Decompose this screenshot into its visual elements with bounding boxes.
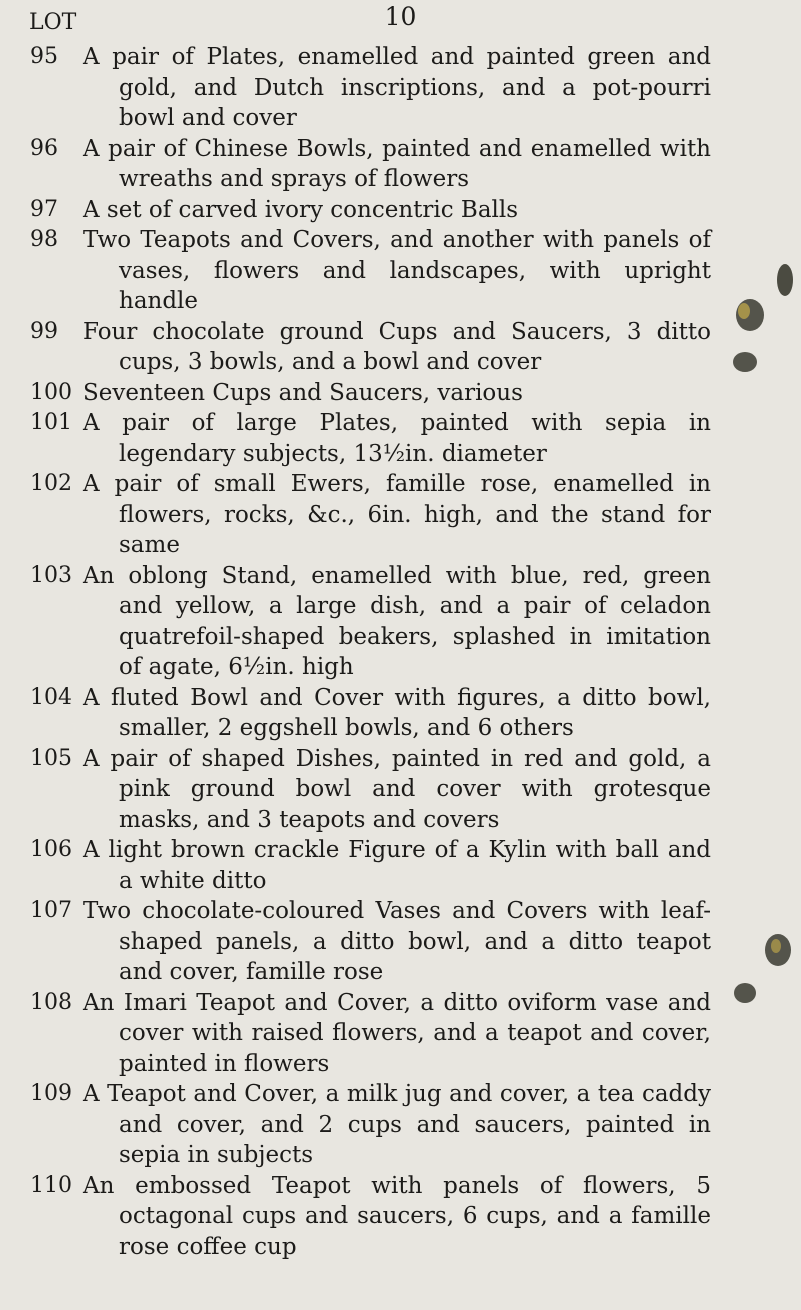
lot-number: 99 <box>30 318 58 344</box>
lot-entry <box>0 835 801 896</box>
lot-description: A pair of Chinese Bowls, painted and enamelled with wreaths and sprays of flowers <box>83 135 711 192</box>
lot-number: 102 <box>30 471 72 496</box>
lot-description: An oblong Stand, enamelled with blue, red, green and yellow, a large dish, and a pair of celadon quatrefoil-shaped beakers, splashed in imitation of agate, 6½in. high <box>83 562 711 680</box>
lot-description: A light brown crackle Figure of a Kylin with ball and a white ditto <box>83 837 711 894</box>
lot-entry <box>0 134 801 195</box>
lot-entry <box>0 378 801 409</box>
lot-entry <box>0 561 801 683</box>
lot-entry <box>0 469 801 561</box>
lot-description: A Teapot and Cover, a milk jug and cover, a tea caddy and cover, and 2 cups and saucers, painted in sepia in subjects <box>83 1081 711 1168</box>
lot-entry <box>0 195 801 226</box>
lot-entry <box>0 988 801 1080</box>
lot-description: A pair of small Ewers, famille rose, enamelled in flowers, rocks, &c., 6in. high, and the stand for same <box>83 471 711 558</box>
page-number: 10 <box>384 2 417 31</box>
lot-number: 109 <box>30 1081 72 1106</box>
lot-description: A pair of shaped Dishes, painted in red and gold, a pink ground bowl and cover with grotesque masks, and 3 teapots and covers <box>83 745 711 833</box>
lot-description: A set of carved ivory concentric Balls <box>83 196 519 223</box>
lot-entry <box>0 317 801 378</box>
lot-number: 110 <box>30 1172 72 1198</box>
lot-description: Two Teapots and Covers, and another with panels of vases, flowers and landscapes, with upright handle <box>83 227 711 314</box>
lot-number: 106 <box>30 837 72 862</box>
lot-number: 107 <box>30 898 72 923</box>
lot-number: 103 <box>30 562 72 588</box>
lot-entry <box>0 683 801 744</box>
lot-number: 104 <box>30 684 72 710</box>
lot-column-header: LOT <box>29 10 77 35</box>
lot-entry <box>0 408 801 469</box>
lot-number: 100 <box>30 379 72 405</box>
lot-description: A pair of large Plates, painted with sepia in legendary subjects, 13½in. diameter <box>83 410 711 467</box>
lot-entry <box>0 744 801 836</box>
lot-number: 97 <box>30 196 58 222</box>
lot-number: 98 <box>30 227 58 252</box>
lot-entry <box>0 42 801 134</box>
lot-description: Two chocolate-coloured Vases and Covers with leaf-shaped panels, a ditto bowl, and a ditto teapot and cover, famille rose <box>83 898 711 985</box>
lot-number: 105 <box>30 745 72 771</box>
lot-description: A fluted Bowl and Cover with figures, a ditto bowl, smaller, 2 eggshell bowls, and 6 others <box>83 684 711 741</box>
lot-entry <box>0 1079 801 1171</box>
lot-description: Four chocolate ground Cups and Saucers, 3 ditto cups, 3 bowls, and a bowl and cover <box>83 318 711 375</box>
lot-number: 108 <box>30 989 72 1015</box>
lot-entry <box>0 1171 801 1263</box>
lot-description: A pair of Plates, enamelled and painted green and gold, and Dutch inscriptions, and a pot-pourri bowl and cover <box>83 44 711 131</box>
lot-number: 96 <box>30 135 58 161</box>
lot-number: 95 <box>30 44 58 69</box>
lot-number: 101 <box>30 410 72 435</box>
lot-description: Seventeen Cups and Saucers, various <box>83 379 523 406</box>
lot-description: An embossed Teapot with panels of flowers, 5 octagonal cups and saucers, 6 cups, and a famille rose coffee cup <box>83 1172 711 1260</box>
lot-entry <box>0 225 801 317</box>
lot-list <box>0 42 801 1262</box>
lot-entry <box>0 896 801 988</box>
lot-description: An Imari Teapot and Cover, a ditto oviform vase and cover with raised flowers, and a teapot and cover, painted in flowers <box>83 989 711 1077</box>
